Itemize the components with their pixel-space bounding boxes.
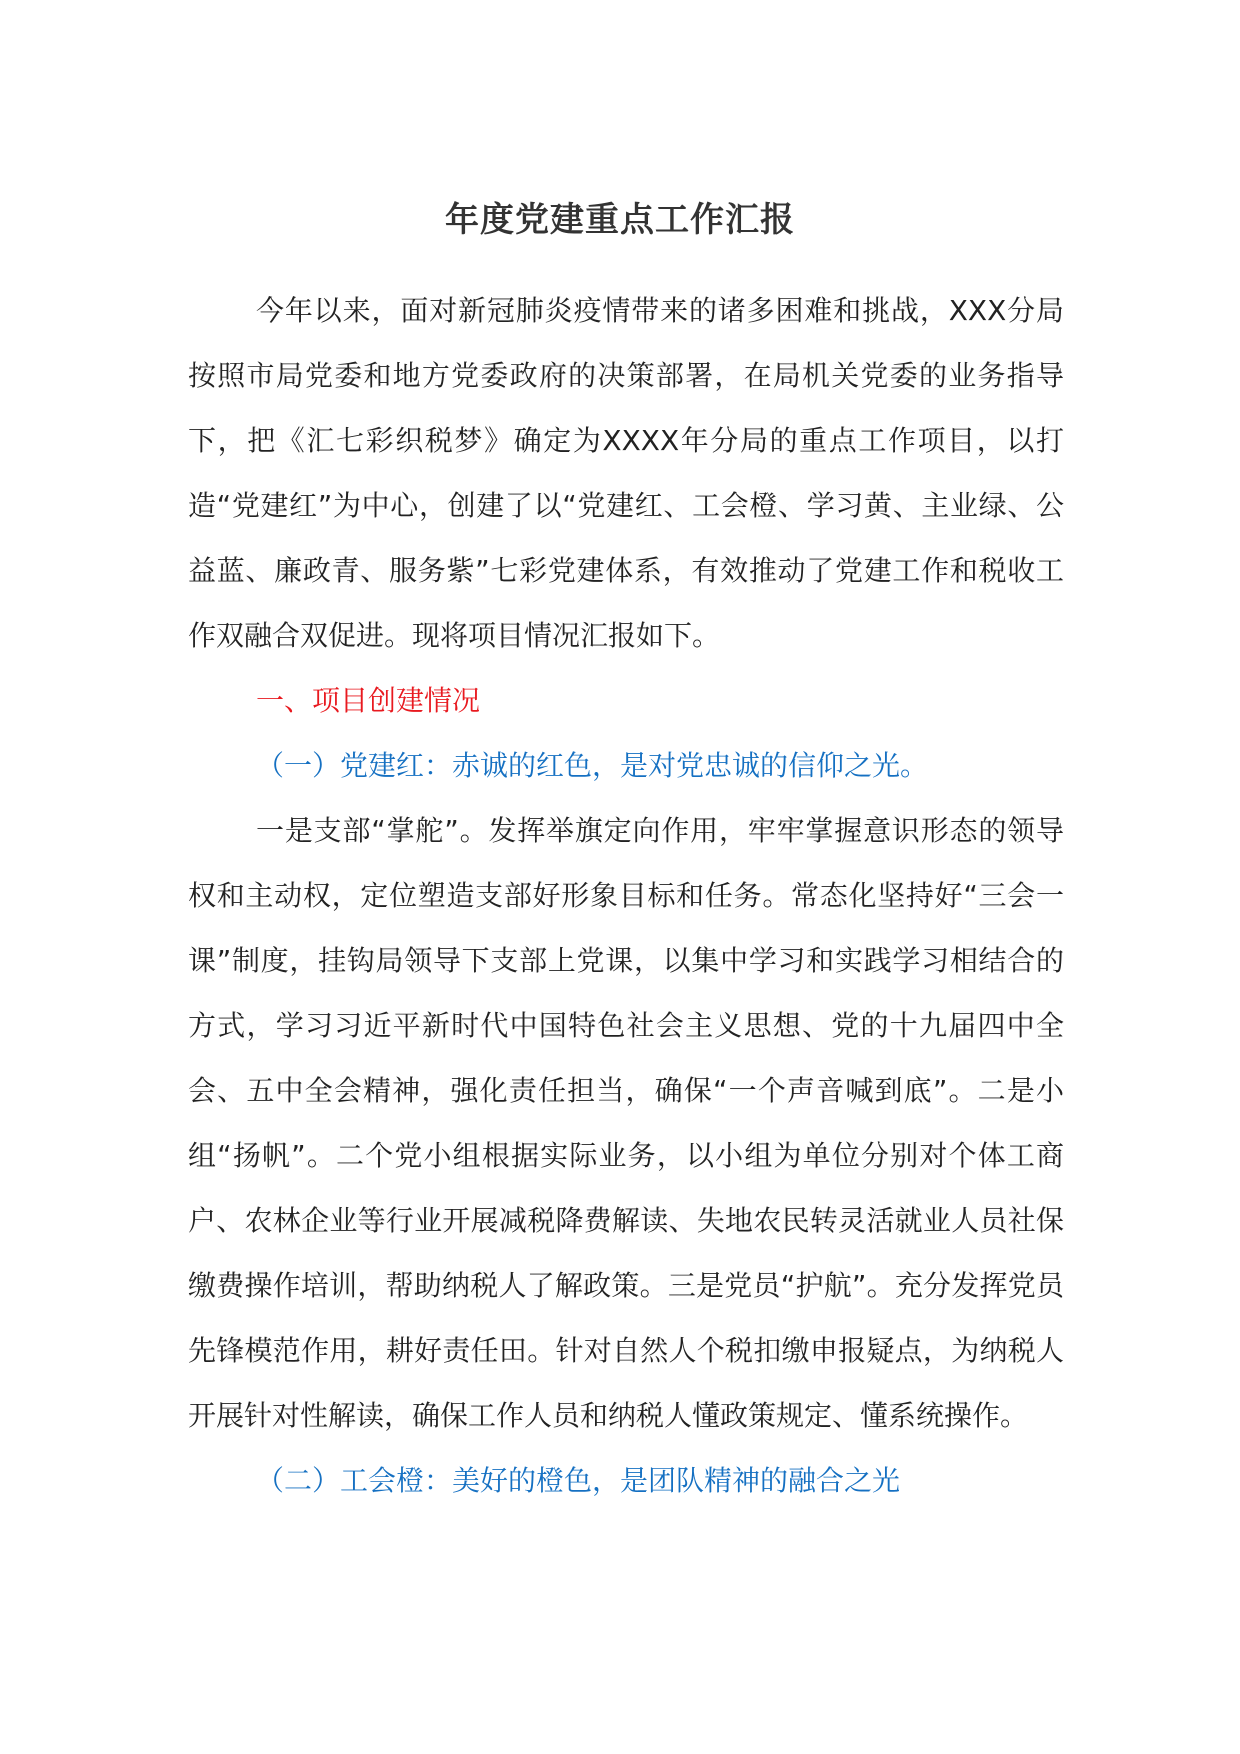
section-heading-1: 一、项目创建情况 <box>256 684 481 717</box>
intro-paragraph: 今年以来，面对新冠肺炎疫情带来的诸多困难和挑战，XXX分局按照市局党委和地方党委政府的决策部署，在局机关党委的业务指导下，把《汇七彩织税梦》确定为XXXX年分局的重点工作项目，以打造“党建红”为中心，创建了以“党建红、工会橙、学习黄、主业绿、公益蓝、廉政青、服务紫”七彩党建体系，有效推动了党建工作和税收工作双融合双促进。现将项目情况汇报如下。 <box>188 294 1064 652</box>
subsection-heading-2: （二）工会橙：美好的橙色，是团队精神的融合之光 <box>256 1464 901 1497</box>
subsection-1-paragraph: 一是支部“掌舵”。发挥举旗定向作用，牢牢掌握意识形态的领导权和主动权，定位塑造支部好形象目标和任务。常态化坚持好“三会一课”制度，挂钩局领导下支部上党课，以集中学习和实践学习相结合的方式，学习习近平新时代中国特色社会主义思想、党的十九届四中全会、五中全会精神，强化责任担当，确保“一个声音喊到底”。二是小组“扬帆”。二个党小组根据实际业务，以小组为单位分别对个体工商户、农林企业等行业开展减税降费解读、失地农民转灵活就业人员社保缴费操作培训，帮助纳税人了解政策。三是党员“护航”。充分发挥党员先锋模范作用，耕好责任田。针对自然人个税扣缴申报疑点，为纳税人开展针对性解读，确保工作人员和纳税人懂政策规定、懂系统操作。 <box>188 814 1064 1432</box>
document-title: 年度党建重点工作汇报 <box>445 200 795 240</box>
subsection-heading-1: （一）党建红：赤诚的红色，是对党忠诚的信仰之光。 <box>256 749 929 782</box>
document-body <box>188 278 1064 1513</box>
